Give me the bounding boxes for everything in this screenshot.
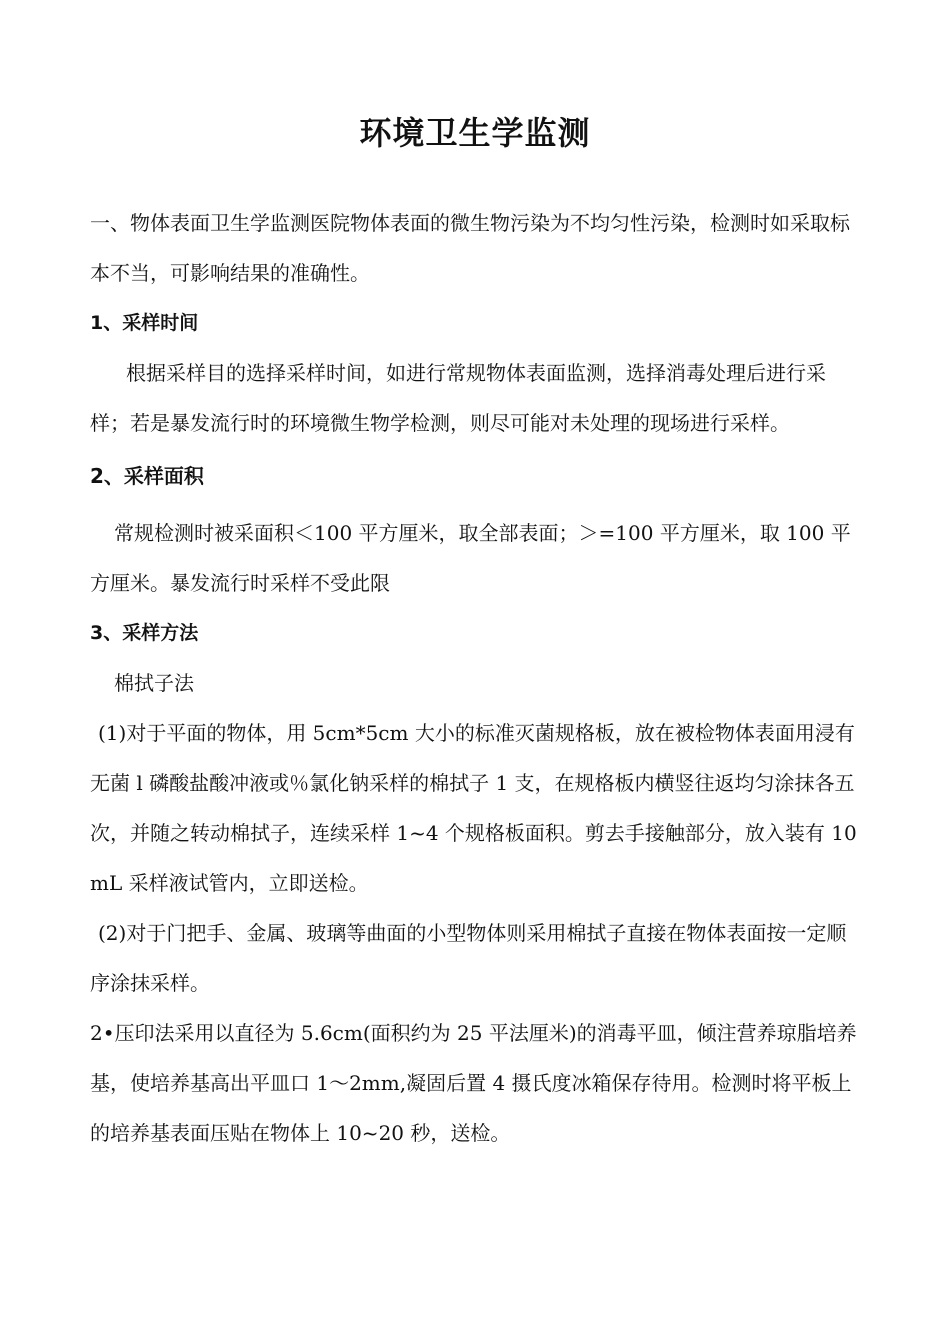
method-item-flat-surface: (1)对于平面的物体，用 5cm*5cm 大小的标准灭菌规格板，放在被检物体表面用浸有无菌 l 磷酸盐酸冲液或％氯化钠采样的棉拭子 1 支，在规格板内横竖往返均匀涂抹各五次，并随之转动棉拭子，连续采样 1~4 个规格板面积。剪去手接触部分，放入装有 10mL 采样液试管内，立即送检。 (90, 721, 857, 895)
intro-paragraph: 一、物体表面卫生学监测医院物体表面的微生物污染为不均匀性污染，检测时如采取标本不当，可影响结果的准确性。 (90, 211, 850, 285)
section-heading-sampling-method: 3、采样方法 (90, 622, 199, 644)
method-name-swab: 棉拭子法 (114, 671, 194, 695)
section-body-sampling-area: 常规检测时被采面积＜100 平方厘米，取全部表面；＞=100 平方厘米，取 100 平方厘米。暴发流行时采样不受此限 (90, 521, 851, 595)
document-title: 环境卫生学监测 (359, 114, 591, 152)
method-item-imprint: 2•压印法采用以直径为 5.6cm(面积约为 25 平法厘米)的消毒平皿，倾注营养琼脂培养基，使培养基高出平皿口 1～2mm,凝固后置 4 摄氏度冰箱保存待用。检测时将平板上的培养基表面压贴在物体上 10~20 秒，送检。 (90, 1021, 857, 1145)
section-body-sampling-time: 根据采样目的选择采样时间，如进行常规物体表面监测，选择消毒处理后进行采样；若是暴发流行时的环境微生物学检测，则尽可能对未处理的现场进行采样。 (90, 361, 826, 435)
document-page (90, 108, 860, 1158)
method-item-curved-surface: (2)对于门把手、金属、玻璃等曲面的小型物体则采用棉拭子直接在物体表面按一定顺序涂抹采样。 (90, 921, 847, 995)
section-heading-sampling-area: 2、采样面积 (90, 464, 204, 488)
section-heading-sampling-time: 1、采样时间 (90, 312, 199, 334)
